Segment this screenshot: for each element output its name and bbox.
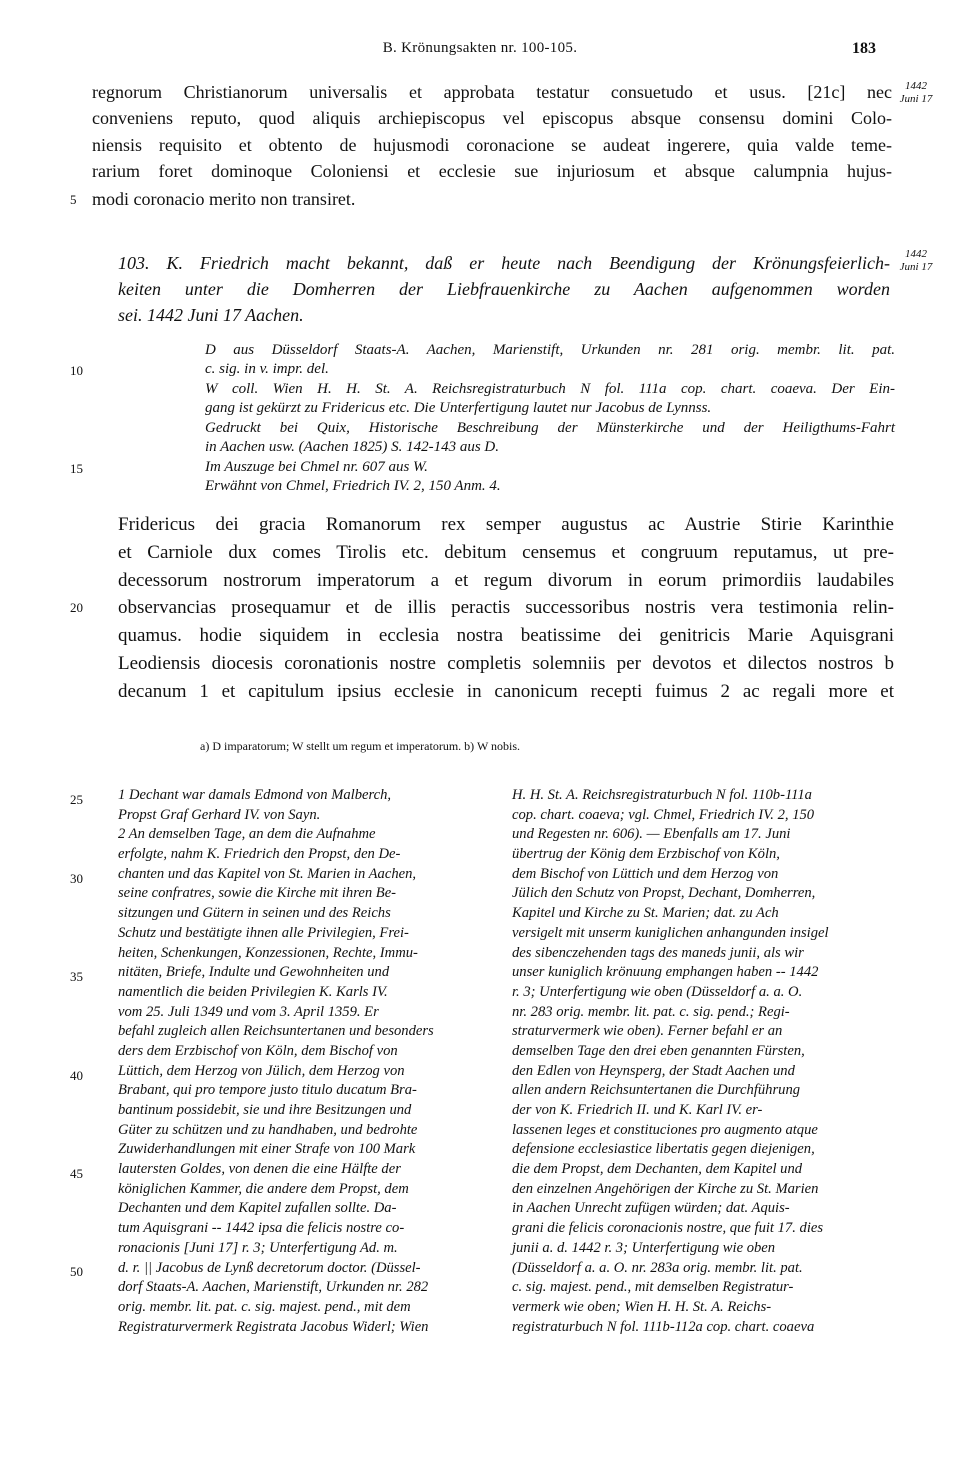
footnote-line: nitäten, Briefe, Indulte und Gewohnheiten und [118,964,390,981]
footnote-line: cop. chart. coaeva; vgl. Chmel, Friedrich IV. 2, 150 [512,806,815,823]
footnote-line: c. sig. majest. pend., mit demselben Registratur- [512,1279,794,1296]
footnote-line: Brabant, qui pro tempore justo titulo ducatum Bra- [118,1082,417,1099]
source-line: Im Auszuge bei Chmel nr. 607 aus W. [205,459,428,475]
footnote-line: dorf Staats-A. Aachen, Marienstift, Urkunden nr. 282 [118,1279,429,1296]
footnote-line: in Aachen Unrecht zufügen würden; dat. Aquis- [512,1200,790,1217]
body-line: decanum 1 et capitulum ipsius ecclesie in canonicum recepti fuimus 2 ac regali more et [118,681,894,702]
footnote-line: nr. 283 orig. membr. lit. pat. c. sig. pend.; Regi- [512,1003,790,1020]
footnote-line: versigelt mit unserm kuniglichen anhangunden insigel [512,924,829,941]
line-number: 50 [70,1264,83,1279]
top-text-line: regnorum Christianorum universalis et approbata testatur consuetudo et usus. [21c] nec [92,82,892,102]
source-line: Gedruckt bei Quix, Historische Beschreibung der Münsterkirche und der Heiligthums-Fahrt [205,420,895,436]
margin-note [896,248,936,274]
footnote-line: (Düsseldorf a. a. O. nr. 283a orig. membr. lit. pat. [512,1259,803,1276]
footnote-line: Jülich den Schutz von Propst, Dechant, Domherren, [512,885,816,902]
line-number: 15 [70,461,83,476]
footnotes-right [512,786,896,1337]
body-line: et Carniole dux comes Tirolis etc. debitum censemus et congruum reputamus, ut pre- [118,542,894,563]
line-number: 20 [70,600,83,615]
footnote-line: vermerk wie oben; Wien H. H. St. A. Reichs- [512,1298,772,1315]
top-text-line: rarium foret dominoque Coloniensi et ecclesie sue injuriosum et absque calumpnia hujus- [92,161,892,181]
margin-note-year: 1442 [905,80,927,92]
document-heading-line: sei. 1442 Juni 17 Aachen. [118,305,304,325]
footnote-line: Zuwiderhandlungen mit einer Strafe von 100 Mark [118,1141,416,1158]
footnote-line: Güter zu schützen und zu handhaben, und bedrohte [118,1121,418,1138]
footnote-line: bantinum possidebit, sie und ihre Besitzungen und [118,1102,412,1118]
footnote-line: und Regesten nr. 606). — Ebenfalls am 17. Juni [512,826,791,843]
footnote-line: Schutz und bestätigte ihnen alle Privilegien, Frei- [118,924,409,941]
line-number: 45 [70,1166,83,1181]
footnote-line: 2 An demselben Tage, an dem die Aufnahme [118,826,376,843]
running-header: B. Krönungsakten nr. 100-105. [382,40,578,56]
footnote-line: heiten, Schenkungen, Konzessionen, Rechte, Immu- [118,944,418,961]
line-number: 25 [70,792,83,807]
footnote-line: die dem Propst, dem Dechanten, dem Kapitel und [512,1161,803,1178]
footnote-line: registraturbuch N fol. 111b-112a cop. chart. coaeva [512,1318,815,1335]
footnote-line: orig. membr. lit. pat. c. sig. majest. pend., mit dem [118,1298,411,1315]
body-line: Leodiensis diocesis coronationis nostre completis solemniis per devotos et dilectos nostros b [118,653,894,674]
footnote-line: tum Aquisgrani -- 1442 ipsa die felicis nostre co- [118,1220,405,1237]
document-heading-line: keiten unter die Domherren der Liebfrauenkirche zu Aachen aufgenommen worden [118,279,890,299]
footnote-line: Propst Graf Gerhard IV. von Sayn. [118,806,321,823]
footnote-line: ders dem Erzbischof von Köln, dem Bischof von [118,1042,398,1059]
page-number: 183 [852,40,876,57]
footnote-line: königlichen Kammer, die andere dem Propst, dem [118,1180,409,1197]
footnote-line: erfolgte, nahm K. Friedrich den Propst, den De- [118,846,401,863]
body-line: observancias prosequamur et de illis peractis successoribus nostris vera testimonia relin- [118,597,894,618]
footnote-line: allen andern Reichsuntertanen die Durchführung [512,1082,801,1099]
footnote-line: namentlich die beiden Privilegien K. Karls IV. [118,983,388,1000]
line-number: 40 [70,1068,83,1083]
footnote-line: sitzungen und Gütern in seinen und des Reichs [118,905,391,922]
line-number: 35 [70,969,83,984]
source-line: in Aachen usw. (Aachen 1825) S. 142-143 aus D. [205,439,499,455]
footnote-line: straturvermerk wie oben). Ferner befahl er an [512,1023,783,1040]
footnote-line: Lüttich, dem Herzog von Jülich, dem Herzog von [118,1062,405,1079]
footnotes-left [118,786,490,1337]
footnote-line: vom 25. Juli 1349 und vom 3. April 1359. Er [118,1003,379,1020]
footnote-line: den Edlen von Heynsperg, der Stadt Aachen und [512,1062,795,1079]
footnote-line: den einzelnen Angehörigen der Kirche zu St. Marien [512,1180,819,1197]
margin-note-date: Juni 17 [899,261,933,273]
margin-note [896,80,936,106]
footnote-line: befahl zugleich allen Reichsuntertanen und besonders [118,1023,434,1040]
footnote-line: lassenen leges et constituciones pro augmento atque [512,1121,818,1138]
footnote-line: r. 3; Unterfertigung wie oben (Düsseldorf a. a. O. [512,983,803,1000]
footnote-line: Dechanten und dem Kapitel zufallen sollte. Da- [118,1200,397,1217]
source-line: W coll. Wien H. H. St. A. Reichsregistraturbuch N fol. 111a cop. chart. coaeva. Der Ein- [205,381,895,397]
body-line: Fridericus dei gracia Romanorum rex semper augustus ac Austrie Stirie Karinthie [118,514,894,535]
source-line: Erwähnt von Chmel, Friedrich IV. 2, 150 Anm. 4. [205,478,501,494]
footnote-line: unser kuniglich krönuung emphangen haben -- 1442 [512,964,819,981]
top-text-line: niensis requisito et obtento de hujusmodi coronacione se audeat ingerere, quia valde teme- [92,135,892,155]
margin-note-year: 1442 [905,248,927,260]
source-line: c. sig. in v. impr. del. [205,361,329,377]
footnote-line: übertrug der König dem Erzbischof von Köln, [512,846,780,863]
source-line: gang ist gekürzt zu Fridericus etc. Die Unterfertigung lautet nur Jacobus de Lynnss. [205,400,712,416]
margin-note-date: Juni 17 [899,93,933,105]
footnote-line: chanten und das Kapitel von St. Marien in Aachen, [118,865,417,882]
footnote-line: Registraturvermerk Registrata Jacobus Widerl; Wien [118,1318,429,1335]
document-heading-line: 103. K. Friedrich macht bekannt, daß er heute nach Beendigung der Krönungsfeierlich- [118,253,890,273]
footnote-line: demselben Tage den drei eben genannten Fürsten, [512,1042,805,1059]
line-number: 5 [70,192,77,207]
footnote-line: Kapitel und Kirche zu St. Marien; dat. zu Ach [512,905,779,922]
footnote-line: ronacionis [Juni 17] r. 3; Unterfertigung Ad. m. [118,1239,398,1256]
footnote-line: H. H. St. A. Reichsregistraturbuch N fol. 110b-111a [512,787,812,803]
line-number: 30 [70,871,83,886]
footnote-line: dem Bischof von Lüttich und dem Herzog von [512,865,779,882]
body-line: decessorum nostrorum imperatorum a et regum divorum in eorum primordiis laudabiles [118,570,894,591]
footnote-line: d. r. || Jacobus de Lynß decretorum doctor. (Düssel- [118,1259,421,1276]
text-variants: a) D imparatorum; W stellt um regum et imperatorum. b) W nobis. [200,739,521,753]
footnote-line: seine confratres, sowie die Kirche mit ihren Be- [118,885,397,902]
footnote-line: grani die felicis coronacionis nostre, que fuit 17. dies [512,1220,824,1237]
footnote-line: junii a. d. 1442 r. 3; Unterfertigung wie oben [512,1239,776,1256]
footnote-line: defensione ecclesiastice libertatis gegen diejenigen, [512,1141,815,1158]
footnote-line: der von K. Friedrich II. und K. Karl IV. er- [512,1102,763,1118]
footnote-line: des sibenczehenden tags des maneds junii, als wir [512,944,804,961]
footnote-line: 1 Dechant war damals Edmond von Malberch, [118,787,392,803]
top-text-line: modi coronacio merito non transiret. [92,189,356,209]
top-text-line: conveniens reputo, quod aliquis archiepiscopus vel episcopus absque consensu domini Colo- [92,108,892,128]
line-number: 10 [70,363,83,378]
body-line: quamus. hodie siquidem in ecclesia nostra beatissime dei genitricis Marie Aquisgrani [118,625,894,646]
source-line: D aus Düsseldorf Staats-A. Aachen, Marienstift, Urkunden nr. 281 orig. membr. lit. pat. [205,342,895,358]
footnote-line: lautersten Goldes, von denen die eine Hälfte der [118,1161,401,1178]
